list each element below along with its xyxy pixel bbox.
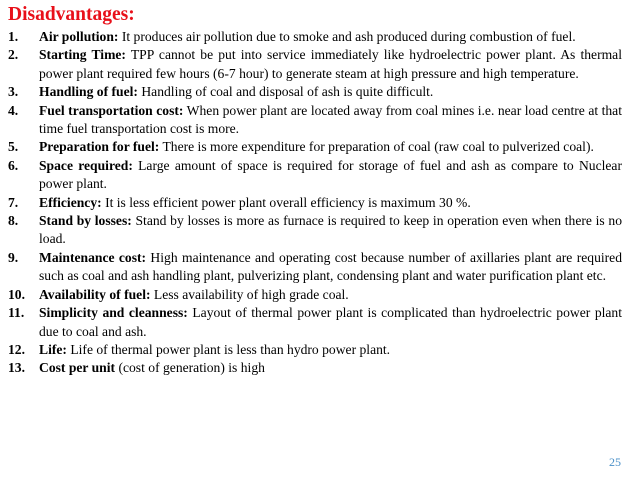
item-term: Space required: — [39, 157, 133, 173]
list-item — [8, 83, 622, 101]
item-body — [39, 341, 622, 359]
list-item — [8, 157, 622, 194]
item-number: 4. — [8, 102, 19, 118]
item-text: Layout of thermal power plant is complicated than hydroelectric power plant due to coal and ash. — [39, 305, 622, 339]
item-body — [39, 304, 622, 341]
item-text: TPP cannot be put into service immediately like hydroelectric power plant. As thermal power plant required few hours (6-7 hour) to generate steam at high pressure and high temperature. — [39, 47, 622, 81]
list-item — [8, 341, 622, 359]
item-body — [39, 83, 622, 101]
item-body — [39, 46, 622, 83]
list-item — [8, 249, 622, 286]
item-body — [39, 28, 622, 46]
list-item — [8, 212, 622, 249]
item-number: 13. — [8, 360, 25, 376]
list-item — [8, 102, 622, 139]
item-body — [39, 102, 622, 139]
list-item — [8, 304, 622, 341]
item-text: It is less efficient power plant overall efficiency is maximum 30 %. — [101, 194, 471, 210]
item-number: 5. — [8, 139, 19, 155]
item-number: 9. — [8, 249, 19, 265]
page-number: 25 — [609, 455, 621, 469]
item-text: Life of thermal power plant is less than hydro power plant. — [66, 341, 391, 357]
item-number: 11. — [8, 305, 25, 321]
item-number: 3. — [8, 84, 19, 100]
list-item — [8, 138, 622, 156]
list-item — [8, 194, 622, 212]
list-item — [8, 286, 622, 304]
list-item — [8, 46, 622, 83]
item-term: Air pollution: — [39, 29, 119, 44]
item-text: Stand by losses is more as furnace is required to keep in operation even when there is no load. — [39, 213, 622, 247]
item-body — [39, 286, 622, 304]
item-text: High maintenance and operating cost because number of axillaries plant are required such as coal and ash handling plant, pulverizing plant, condensing plant and water purification plant etc. — [39, 249, 622, 284]
item-body — [39, 138, 622, 156]
item-term: Handling of fuel: — [39, 84, 138, 100]
item-term: Starting Time: — [39, 47, 126, 63]
item-text: Large amount of space is required for storage of fuel and ash as compare to Nuclear power plant. — [39, 157, 622, 192]
list-item — [8, 28, 622, 46]
item-text: Handling of coal and disposal of ash is quite difficult. — [137, 84, 434, 100]
item-body — [39, 157, 622, 194]
slide-title: Disadvantages: — [8, 4, 135, 25]
item-term: Maintenance cost: — [39, 249, 147, 265]
item-number: 8. — [8, 213, 19, 229]
item-text: It produces air pollution due to smoke and ash produced during combustion of fuel. — [118, 29, 576, 44]
item-number: 1. — [8, 29, 19, 44]
item-body — [39, 249, 622, 286]
item-term: Preparation for fuel: — [39, 139, 160, 155]
item-number: 6. — [8, 157, 19, 173]
item-term: Fuel transportation cost: — [39, 102, 184, 118]
item-term: Cost per unit — [39, 360, 116, 376]
item-term: Simplicity and cleanness: — [39, 305, 188, 321]
item-text: Less availability of high grade coal. — [150, 286, 349, 302]
item-term: Life: — [39, 341, 67, 357]
item-body — [39, 194, 622, 212]
item-term: Stand by losses: — [39, 213, 132, 229]
item-text: (cost of generation) is high — [115, 360, 265, 376]
item-number: 2. — [8, 47, 19, 63]
item-text: When power plant are located away from coal mines i.e. near load centre at that time fuel transportation cost is more. — [39, 102, 622, 137]
item-number: 12. — [8, 341, 25, 357]
disadvantages-list — [8, 28, 622, 378]
item-term: Efficiency: — [39, 194, 102, 210]
item-body — [39, 212, 622, 249]
item-number: 7. — [8, 194, 19, 210]
item-term: Availability of fuel: — [39, 286, 151, 302]
list-item — [8, 359, 622, 377]
item-text: There is more expenditure for preparation of coal (raw coal to pulverized coal). — [159, 139, 594, 155]
item-body — [39, 359, 622, 377]
item-number: 10. — [8, 286, 25, 302]
